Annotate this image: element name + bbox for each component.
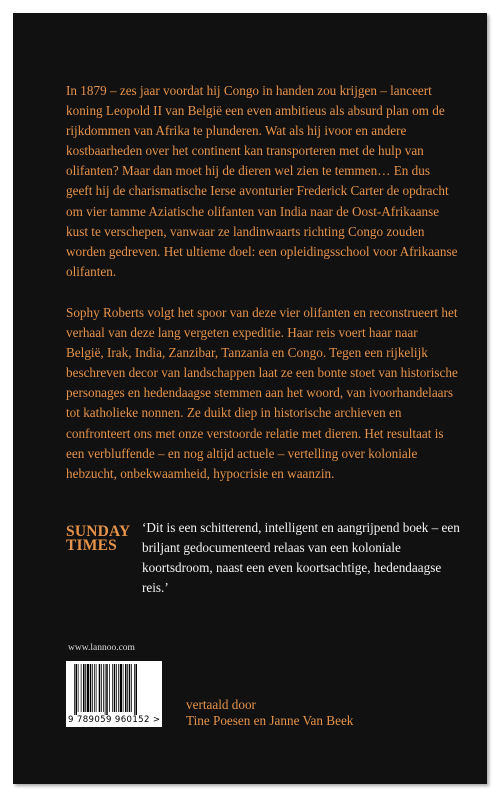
barcode-bar [74, 664, 75, 715]
barcode-bar [116, 664, 117, 712]
barcode-bar [129, 664, 131, 712]
barcode-bar [134, 664, 135, 715]
barcode-bar [94, 664, 95, 712]
book-back-cover [13, 13, 487, 784]
barcode-bar [103, 664, 104, 712]
barcode-bar [120, 664, 122, 712]
barcode-bar [118, 664, 119, 712]
review-source-logo [66, 525, 138, 553]
barcode-bar [127, 664, 128, 712]
translator-credit-label: vertaald door [186, 697, 256, 712]
review-source-line-1: SUNDAY [66, 523, 131, 540]
translator-credit [186, 697, 353, 729]
barcode-bar [92, 664, 93, 712]
barcode-bar [105, 664, 106, 715]
translator-names: Tine Poesen en Janne Van Beek [186, 713, 354, 728]
review-source-line-2: TIMES [66, 537, 117, 554]
barcode-bar [114, 664, 116, 712]
barcode-bar [90, 664, 92, 712]
barcode-bar [85, 664, 86, 712]
isbn-barcode [66, 661, 162, 727]
blurb-paragraph-1: In 1879 – zes jaar voordat hij Congo in handen zou krijgen – lanceert koning Leopold II van België een even ambitieus als absurd plan om de rijkdommen van Afrika te plunderen. Wat als hij ivoor en andere kostbaarheden over het continent kan transporteren met de hulp van olifanten? Maar dan moet hij de dieren wel zien te temmen… En dus geeft hij de charismatische Ierse avonturier Frederick Carter de opdracht om vier tamme Aziatische olifanten van India naar de Oost-Afrikaanse kust te verschepen, vanwaar ze landinwaarts richting Congo zouden worden gedreven. Het ultieme doel: een opleidingsschool voor Afrikaanse olifanten. [66, 83, 458, 279]
barcode-bar [112, 664, 113, 712]
barcode-bar [136, 664, 138, 715]
barcode-bar [106, 664, 108, 715]
isbn-number: 9 789059 960152 > [68, 715, 161, 725]
barcode-bar [101, 664, 102, 712]
barcode-bar [131, 664, 132, 712]
barcode-bar [99, 664, 101, 712]
barcode-bar [81, 664, 82, 712]
barcode-bar [125, 664, 127, 712]
barcode-bar [87, 664, 89, 712]
barcode-bar [109, 664, 110, 712]
barcode-bar [83, 664, 85, 712]
barcode-bar [96, 664, 97, 712]
barcode-bar [123, 664, 124, 712]
barcode-bars [66, 661, 162, 715]
blurb-paragraph-2: Sophy Roberts volgt het spoor van deze vier olifanten en reconstrueert het verhaal van deze lang vergeten expeditie. Haar reis voert haar naar België, Irak, India, Zanzibar, Tanzania en Congo. Tegen een rijkelijk beschreven decor van landschappen laat ze een bonte stoet van historische personages en hedendaagse stemmen aan het woord, van ivoorhandelaars tot katholieke nonnen. Ze duikt diep in historische archieven en confronteert ons met onze verstoorde relatie met dieren. Het resultaat is een verbluffende – en nog altijd actuele – vertelling over koloniale hebzucht, onbekwaamheid, hypocrisie en waanzin. [66, 304, 458, 481]
barcode-bar [78, 664, 79, 712]
barcode-bar [76, 664, 78, 715]
blurb-text [66, 81, 458, 484]
review-quote: ‘Dit is een schitterend, intelligent en aangrijpend boek – een briljant gedocumenteerd relaas van een koloniale koortsdroom, naast een even koortsachtige, hedendaagse reis.’ [142, 520, 460, 596]
publisher-website: www.lannoo.com [68, 643, 135, 653]
